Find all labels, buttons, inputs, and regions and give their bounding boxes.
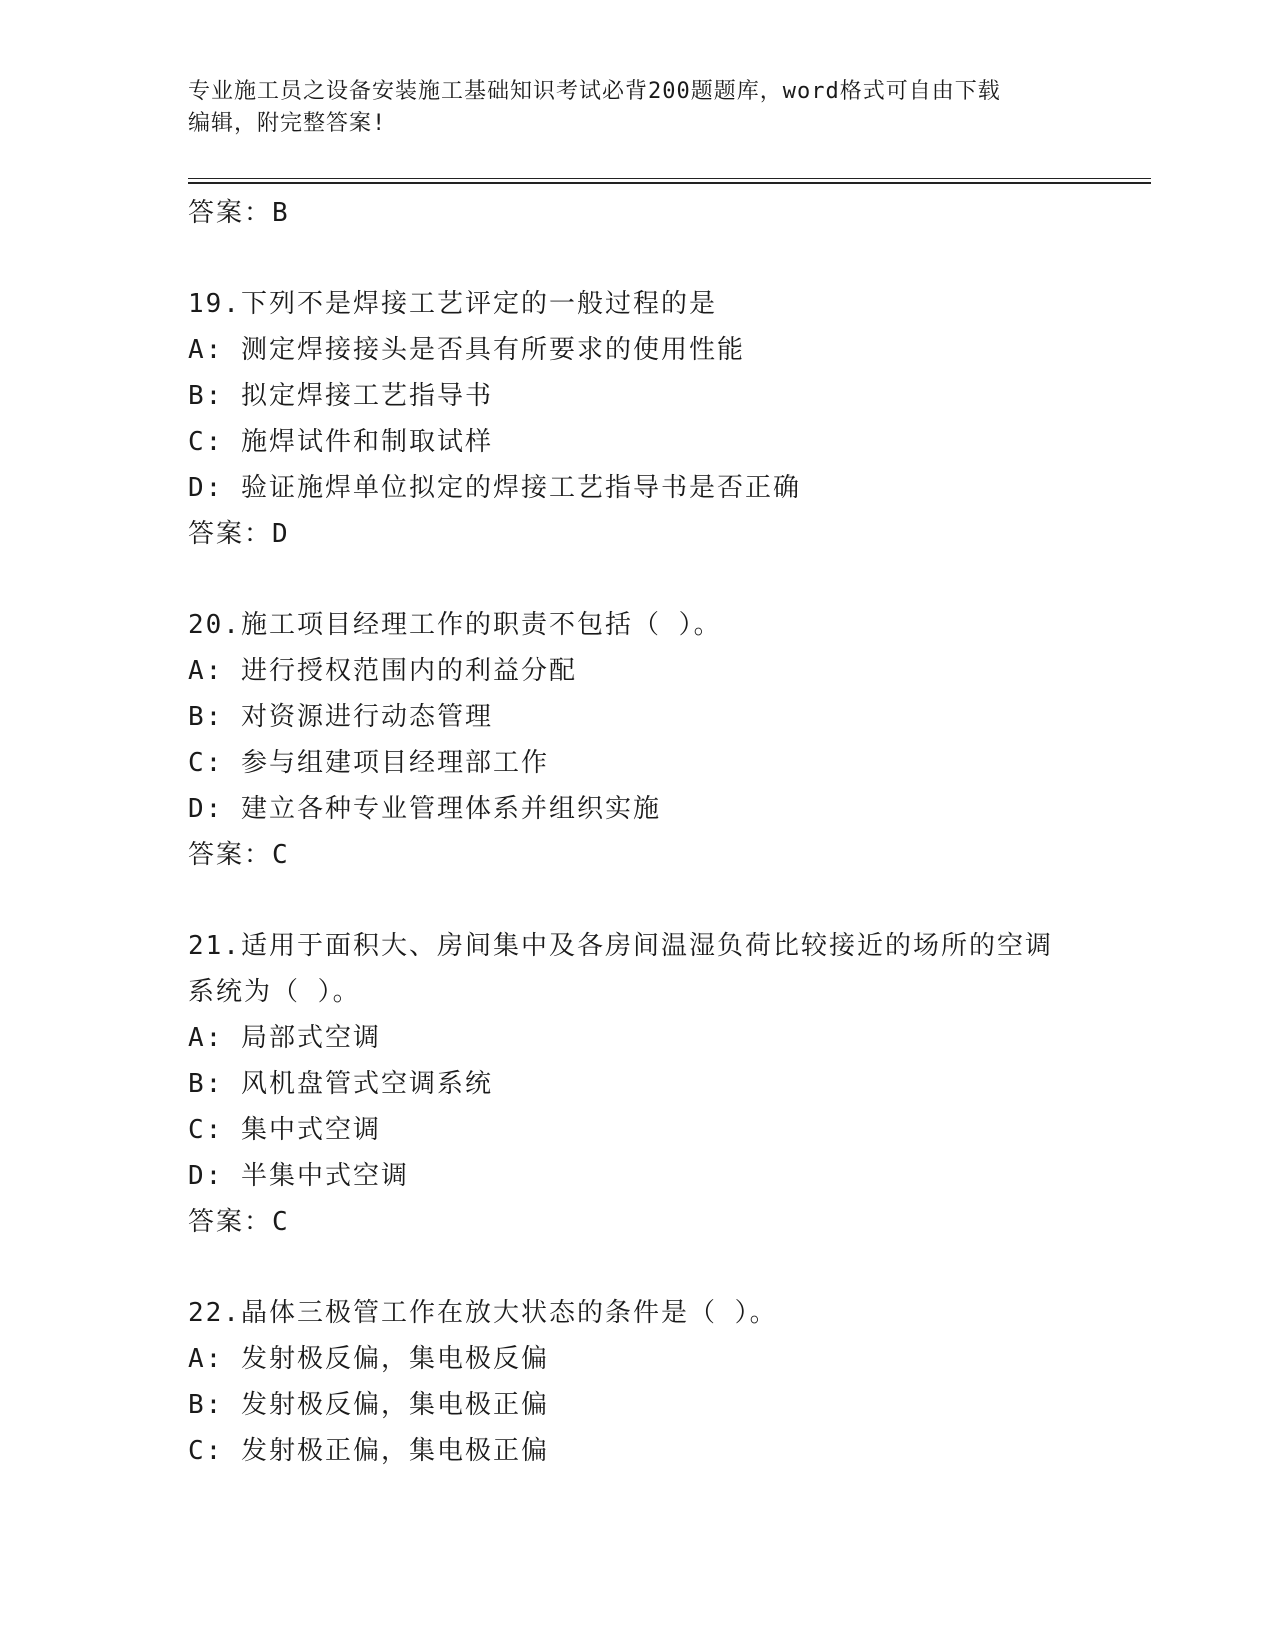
question-stem: 21.适用于面积大、房间集中及各房间温湿负荷比较接近的场所的空调 [188, 931, 1053, 961]
header-title-line-1: 专业施工员之设备安装施工基础知识考试必背200题题库，word格式可自由下载 [188, 79, 1001, 104]
option-d: D: 半集中式空调 [188, 1161, 409, 1191]
question-block [188, 281, 1088, 557]
question-answer [188, 511, 1088, 557]
answer-value: C [272, 840, 290, 870]
option-a: A: 进行授权范围内的利益分配 [188, 656, 577, 686]
option-d: D: 建立各种专业管理体系并组织实施 [188, 794, 661, 824]
option-a: A: 局部式空调 [188, 1023, 381, 1053]
option-a: A: 发射极反偏，集电极反偏 [188, 1344, 549, 1374]
answer-value: B [272, 198, 290, 228]
option-c: C: 发射极正偏，集电极正偏 [188, 1436, 549, 1466]
option-b: B: 发射极反偏，集电极正偏 [188, 1390, 549, 1420]
question-answer [188, 832, 1088, 878]
option-a: A: 测定焊接接头是否具有所要求的使用性能 [188, 335, 745, 365]
spacer [188, 1245, 1088, 1290]
answer-label: 答案： [188, 519, 273, 549]
question-block [188, 1290, 1088, 1474]
option-d: D: 验证施焊单位拟定的焊接工艺指导书是否正确 [188, 473, 801, 503]
question-stem: 19.下列不是焊接工艺评定的一般过程的是 [188, 289, 717, 319]
header-title-line-2: 编辑，附完整答案! [188, 111, 387, 136]
question-stem: 22.晶体三极管工作在放大状态的条件是（ ）。 [188, 1298, 778, 1328]
question-block [188, 923, 1088, 1245]
question-stem-continued: 系统为（ ）。 [188, 977, 361, 1007]
question-stem: 20.施工项目经理工作的职责不包括（ ）。 [188, 610, 722, 640]
header-divider [188, 178, 1151, 184]
option-c: C: 参与组建项目经理部工作 [188, 748, 549, 778]
option-b: B: 风机盘管式空调系统 [188, 1069, 493, 1099]
document-header [188, 76, 1068, 140]
spacer [188, 878, 1088, 923]
question-block [188, 602, 1088, 878]
answer-label: 答案： [188, 840, 273, 870]
question-list [188, 190, 1088, 1474]
spacer [188, 557, 1088, 602]
answer-value: D [272, 519, 290, 549]
spacer [188, 236, 1088, 281]
option-b: B: 拟定焊接工艺指导书 [188, 381, 493, 411]
question-answer [188, 1199, 1088, 1245]
option-b: B: 对资源进行动态管理 [188, 702, 493, 732]
answer-label: 答案： [188, 1207, 273, 1237]
answer-value: C [272, 1207, 290, 1237]
previous-answer [188, 190, 1088, 236]
option-c: C: 施焊试件和制取试样 [188, 427, 493, 457]
answer-label: 答案： [188, 198, 273, 228]
option-c: C: 集中式空调 [188, 1115, 381, 1145]
